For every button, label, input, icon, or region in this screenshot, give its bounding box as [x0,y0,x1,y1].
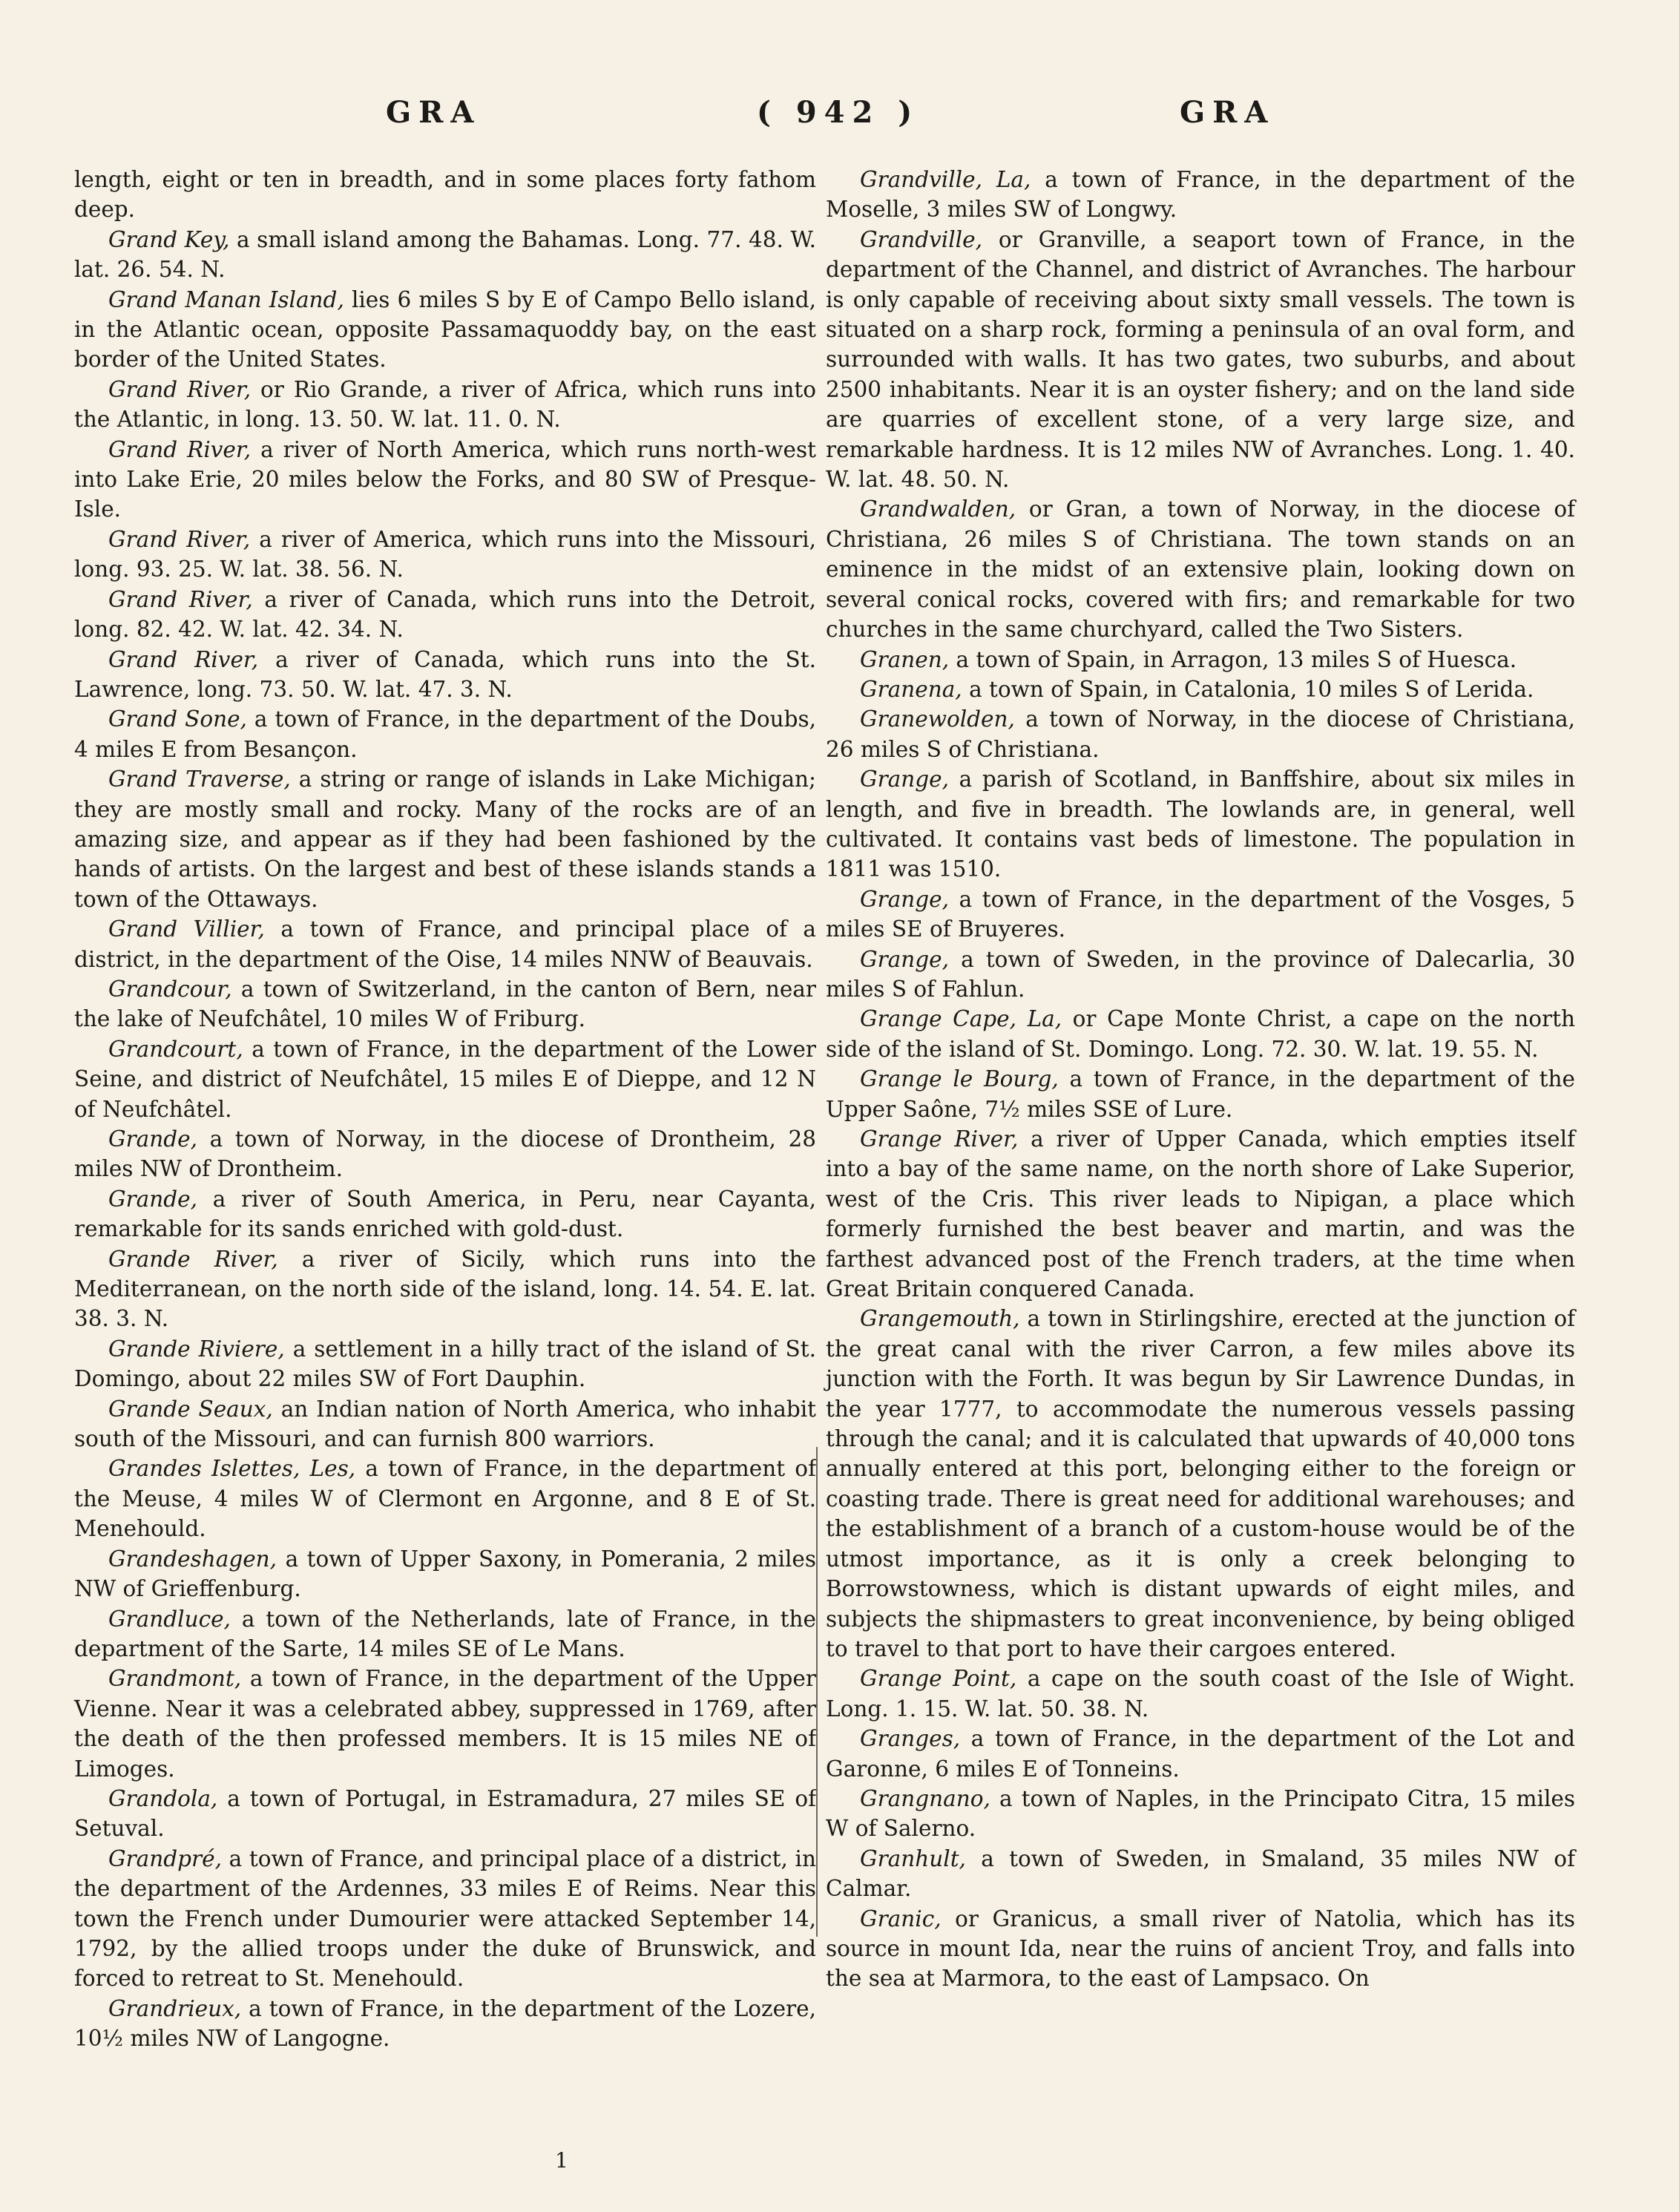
entry-description: a string or range of islands in Lake Michigan; they are mostly small and rocky. Many of the rocks are of an amazing size, and appear as if they had been fashioned by the hands of artists. On the largest and best of these islands stands a town of the Ottaways. [74,767,816,912]
entry-description: a cape on the south coast of the Isle of Wight. Long. 1. 15. W. lat. 50. 38. N. [826,1666,1575,1722]
page-header [0,95,1679,140]
entry-description: a river of Canada, which runs into the St. Lawrence, long. 73. 50. W. lat. 47. 3. N. [74,646,816,702]
entry-headword: Granges, [860,1726,961,1752]
gazetteer-entry [74,585,816,645]
entry-headword: Grande Seaux, [108,1396,273,1422]
entry-description: a river of Sicily, which runs into the Mediterranean, on the north side of the island, long. 14. 54. E. lat. 38. 3. N. [74,1246,817,1332]
entry-headword: Granena, [860,676,962,702]
entry-description: a town of Sweden, in the province of Dalecarlia, 30 miles S of Fahlun. [826,946,1575,1002]
entry-headword: Grand Key, [108,226,230,252]
gazetteer-entry [74,165,816,225]
entry-description: lies 6 miles S by E of Campo Bello island, in the Atlantic ocean, opposite Passamaquoddy bay, on the east border of the United States. [74,286,816,373]
entry-description: a town in Stirlingshire, erected at the junction of the great canal with the river Carron, a few miles above its junction with the Forth. It was begun by Sir Lawrence Dundas, in the year 1777, to accommodate the numerous vessels passing through the canal; and it is calculated that upwards of 40,000 tons annually entered at this port, belonging either to the foreign or coasting trade. There is great need for additional warehouses; and the establishment of a branch of a custom-house would be of the utmost importance, as it is only a creek belonging to Borrowstowness, which is distant upwards of eight miles, and subjects the shipmasters to great inconvenience, by being obliged to travel to that port to have their cargoes entered. [826,1306,1575,1661]
gazetteer-entry [74,1604,816,1664]
entry-description: or Granville, a seaport town of France, in the department of the Channel, and district of Avranches. The harbour is only capable of receiving about sixty small vessels. The town is situated on a sharp rock, forming a peninsula of an oval form, and surrounded with walls. It has two gates, two suburbs, and about 2500 inhabitants. Near it is an oyster fishery; and on the land side are quarries of excellent stone, of a very large size, and remarkable hardness. It is 12 miles NW of Avranches. Long. 1. 40. W. lat. 48. 50. N. [826,226,1575,493]
entry-headword: Grande, [108,1186,197,1212]
entry-headword: Grange Point, [860,1666,1017,1692]
entry-description: a town of Sweden, in Smaland, 35 miles NW of Calmar. [826,1845,1575,1902]
entry-description: a town of the Netherlands, late of France, in the department of the Sarte, 14 miles SE of Le Mans. [74,1606,816,1661]
entry-headword: Grand Villier, [108,916,265,942]
entry-description: a town of Norway, in the diocese of Drontheim, 28 miles NW of Drontheim. [74,1126,816,1182]
entry-headword: Grange, [860,767,949,792]
gazetteer-entry [74,1184,816,1244]
entry-description: a town of Portugal, in Estramadura, 27 miles SE of Setuval. [74,1785,816,1842]
page-number: ( 942 ) [757,95,920,130]
gazetteer-entry [826,704,1575,764]
gazetteer-entry [826,165,1575,225]
entry-description: a small island among the Bahamas. Long. 77. 48. W. lat. 26. 54. N. [74,226,816,283]
entry-headword: Grange, [860,886,949,912]
entry-headword: Grandpré, [108,1845,222,1871]
gazetteer-entry [826,645,1575,675]
entry-headword: Granen, [860,646,950,672]
entry-description: a parish of Scotland, in Banffshire, about six miles in length, and five in breadth. The lowlands are, in general, well cultivated. It contains vast beds of limestone. The population in 1811 was 1510. [826,767,1575,882]
gazetteer-entry [826,1064,1575,1124]
gazetteer-entry [826,1904,1575,1994]
gazetteer-entry [826,494,1575,644]
gazetteer-entry [74,1544,816,1604]
entry-description: a town of France, in the department of the Lozere, 10½ miles NW of Langogne. [74,1995,816,2052]
entry-description: a town of France, in the department of the Meuse, 4 miles W of Clermont en Argonne, and 8 E of St. Menehould. [74,1456,816,1542]
entry-headword: Grand River, [108,586,253,612]
gazetteer-entry [74,1334,816,1394]
gazetteer-entry [826,764,1575,885]
entry-headword: Grand Traverse, [108,767,291,792]
entry-headword: Grandola, [108,1785,218,1811]
gazetteer-entry [74,1994,816,2054]
entry-description: or Gran, a town of Norway, in the diocese of Christiana, 26 miles S of Christiana. The town stands on an eminence in the midst of an extensive plain, looking down on several conical rocks, covered with firs; and remarkable for two churches in the same churchyard, called the Two Sisters. [826,496,1575,643]
gazetteer-entry [826,1664,1575,1724]
entry-description: a town of France, in the department of the Doubs, 4 miles E from Besançon. [74,706,816,762]
gazetteer-entry [74,645,816,705]
entry-headword: Grandville, La, [860,167,1031,192]
entry-description: a settlement in a hilly tract of the island of St. Domingo, about 22 miles SW of Fort Dauphin. [74,1336,816,1392]
entry-headword: Grange River, [860,1126,1019,1152]
gazetteer-entry [826,1784,1575,1844]
gazetteer-entry [826,945,1575,1005]
entry-headword: Grande River, [108,1246,278,1272]
entry-headword: Grand Sone, [108,706,247,732]
entry-description: a town of France, in the department of the Upper Vienne. Near it was a celebrated abbey, suppressed in 1769, after the death of the then professed members. It is 15 miles NE of Limoges. [74,1666,816,1782]
entry-headword: Grandeshagen, [108,1546,277,1572]
header-right-guideword: GRA [1180,95,1275,130]
entry-description: a town of France, in the department of the Moselle, 3 miles SW of Longwy. [826,167,1575,223]
gazetteer-entry [74,1394,816,1454]
entry-description: a town of Spain, in Catalonia, 10 miles S of Lerida. [962,676,1534,702]
gazetteer-entry [74,525,816,585]
gazetteer-entry [74,1124,816,1184]
gazetteer-entry [74,1844,816,1994]
gazetteer-entry [74,704,816,764]
entry-description: a river of America, which runs into the Missouri, long. 93. 25. W. lat. 38. 56. N. [74,526,816,582]
entry-headword: Grange, [860,946,949,972]
entry-description: a town of Spain, in Arragon, 13 miles S of Huesca. [949,646,1517,672]
entry-description: a river of Upper Canada, which empties itself into a bay of the same name, on the north shore of Lake Superior, west of the Cris. This river leads to Nipigan, a place which formerly furnished the best beaver and martin, and was the farthest advanced post of the French traders, at the time when Great Britain conquered Canada. [826,1126,1575,1302]
entry-headword: Grandes Islettes, Les, [108,1456,356,1482]
entry-headword: Grandville, [860,226,982,252]
gazetteer-entry [74,1664,816,1784]
header-left-guideword: GRA [386,95,482,130]
gazetteer-entry [74,1034,816,1124]
gazetteer-entry [826,1844,1575,1904]
entry-description: a river of Canada, which runs into the Detroit, long. 82. 42. W. lat. 42. 34. N. [74,586,816,643]
gazetteer-entry [826,225,1575,495]
entry-description: a town of Upper Saxony, in Pomerania, 2 miles NW of Grieffenburg. [74,1546,816,1602]
entry-headword: Grange Cape, La, [860,1006,1062,1032]
entry-description: a town of France, in the department of the Lot and Garonne, 6 miles E of Tonneins. [826,1726,1575,1782]
gazetteer-entry [74,1244,816,1334]
entry-headword: Grandmont, [108,1666,242,1692]
gazetteer-entry [74,435,816,525]
entry-headword: Granhult, [860,1845,966,1871]
entry-description: a town of France, in the department of the Upper Saône, 7½ miles SSE of Lure. [826,1066,1575,1122]
entry-headword: Grangnano, [860,1785,990,1811]
entry-description: or Cape Monte Christ, a cape on the north side of the island of St. Domingo. Long. 72. 30. W. lat. 19. 55. N. [826,1006,1575,1062]
entry-headword: Grangemouth, [860,1306,1020,1332]
entry-description: a town of Naples, in the Principato Citra, 15 miles W of Salerno. [826,1785,1575,1842]
entry-headword: Grandwalden, [860,496,1016,522]
gazetteer-entry [74,285,816,375]
entry-headword: Grandcourt, [108,1036,243,1062]
entry-description: length, eight or ten in breadth, and in some places forty fathom deep. [74,167,816,223]
entry-headword: Grandrieux, [108,1995,242,2021]
entry-description: a town of Switzerland, in the canton of Bern, near the lake of Neufchâtel, 10 miles W of Friburg. [74,976,816,1032]
entry-description: a town of Norway, in the diocese of Christiana, 26 miles S of Christiana. [826,706,1575,762]
gazetteer-entry [826,1004,1575,1064]
column-divider [816,1447,818,1937]
entry-description: a town of France, in the department of the Lower Seine, and district of Neufchâtel, 15 miles E of Dieppe, and 12 N of Neufchâtel. [74,1036,816,1122]
entry-description: a town of France, and principal place of a district, in the department of the Ardennes, 33 miles E of Reims. Near this town the French under Dumourier were attacked September 14, 1792, by the allied troops under the duke of Brunswick, and forced to retreat to St. Menehould. [74,1845,816,1992]
entry-headword: Grande, [108,1126,197,1152]
entry-description: or Rio Grande, a river of Africa, which runs into the Atlantic, in long. 13. 50. W. lat. 11. 0. N. [74,376,816,433]
entry-headword: Grande Riviere, [108,1336,285,1362]
left-column [74,165,816,2054]
entry-headword: Grange le Bourg, [860,1066,1059,1092]
gazetteer-entry [74,1784,816,1844]
entry-headword: Grand River, [108,526,251,552]
entry-description: a town of France, and principal place of a district, in the department of the Oise, 14 miles NNW of Beauvais. [74,916,816,972]
gazetteer-entry [74,1454,816,1543]
gazetteer-entry [826,1724,1575,1784]
signature-mark: 1 [555,2148,568,2173]
gazetteer-entry [74,375,816,435]
entry-description: a river of South America, in Peru, near Cayanta, remarkable for its sands enriched with gold-dust. [74,1186,816,1242]
gazetteer-entry [826,1304,1575,1664]
right-column [826,165,1575,1994]
gazetteer-entry [826,885,1575,945]
entry-description: a river of North America, which runs north-west into Lake Erie, 20 miles below the Forks, and 80 SW of Presque-Isle. [74,436,816,522]
entry-headword: Granewolden, [860,706,1015,732]
entry-description: a town of France, in the department of the Vosges, 5 miles SE of Bruyeres. [826,886,1575,942]
gazetteer-entry [74,974,816,1034]
entry-headword: Grand River, [108,376,252,402]
gazetteer-entry [74,225,816,285]
entry-description: or Granicus, a small river of Natolia, which has its source in mount Ida, near the ruins of ancient Troy, and falls into the sea at Marmora, to the east of Lampsaco. On [826,1906,1575,1992]
gazetteer-entry [74,914,816,974]
entry-headword: Grand River, [108,436,252,462]
entry-headword: Grand River, [108,646,259,672]
gazetteer-entry [826,1124,1575,1304]
entry-description: an Indian nation of North America, who inhabit south of the Missouri, and can furnish 800 warriors. [74,1396,816,1452]
entry-headword: Grand Manan Island, [108,286,344,312]
gazetteer-entry [826,675,1575,704]
gazetteer-entry [74,764,816,914]
entry-headword: Grandcour, [108,976,232,1002]
entry-headword: Granic, [860,1906,942,1932]
entry-headword: Grandluce, [108,1606,231,1632]
